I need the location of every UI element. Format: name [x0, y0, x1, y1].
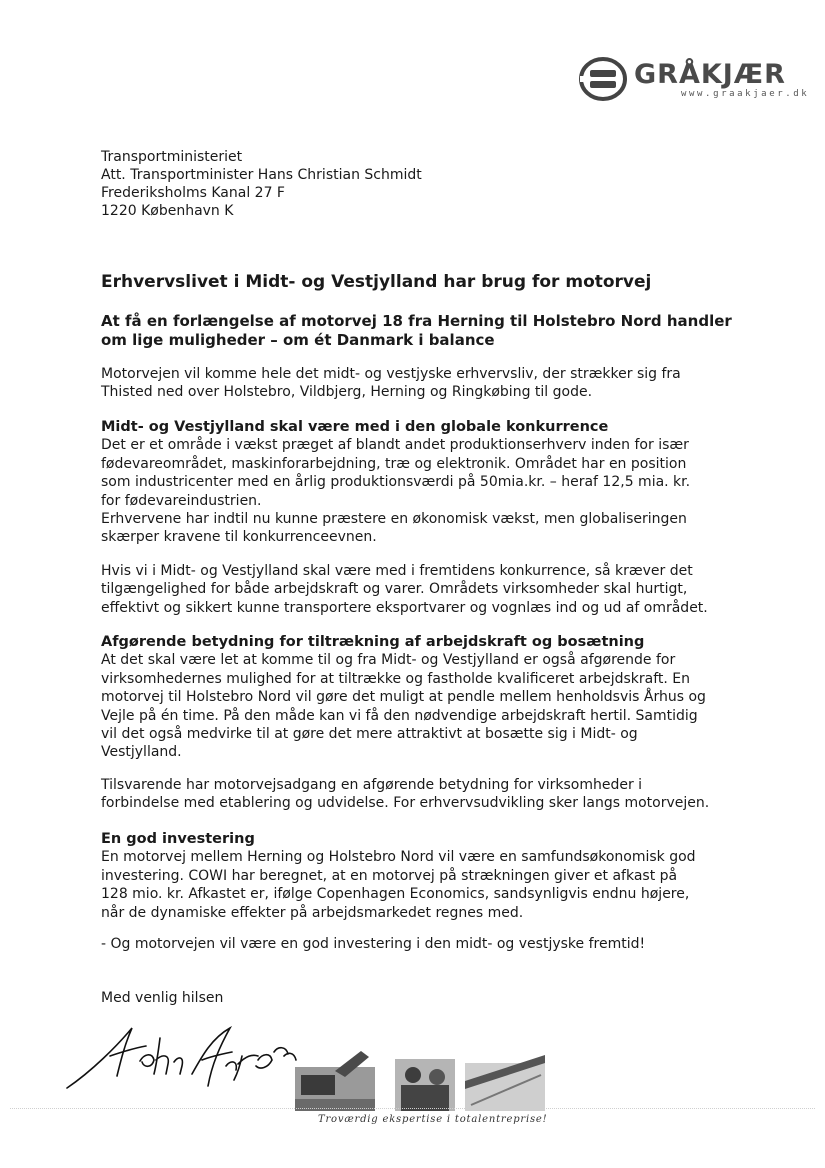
paragraph-line: Hvis vi i Midt- og Vestjylland skal være med i fremtidens konkurrence, så kræver det: [101, 563, 693, 579]
business-development-paragraph: [101, 776, 761, 813]
recipient-address: [101, 148, 422, 220]
paragraph-line: forbindelse med etablering og udvidelse. For erhvervsudvikling sker langs motorvejen.: [101, 795, 710, 812]
letter-title: Erhvervslivet i Midt- og Vestjylland har brug for motorvej: [101, 272, 652, 292]
letter-subtitle: [101, 312, 741, 350]
address-line: 1220 København K: [101, 203, 234, 219]
intro-paragraph: [101, 365, 761, 402]
footer-photo-strip: [295, 1045, 545, 1113]
section-global-competition: [101, 418, 761, 547]
section-heading: Afgørende betydning for tiltrækning af arbejdskraft og bosætning: [101, 634, 645, 650]
paragraph-line: Vestjylland.: [101, 744, 182, 761]
paragraph-line: Tilsvarende har motorvejsadgang en afgørende betydning for virksomheder i: [101, 777, 643, 793]
subtitle-line: At få en forlængelse af motorvej 18 fra Herning til Holstebro Nord handler: [101, 312, 732, 330]
address-line: Frederiksholms Kanal 27 F: [101, 185, 285, 201]
logo-url: www.graakjaer.dk: [681, 89, 810, 99]
paragraph-line: Motorvejen vil komme hele det midt- og vestjyske erhvervsliv, der strækker sig fra: [101, 366, 681, 382]
paragraph-line: når de dynamiske effekter på arbejdsmarkedet regnes med.: [101, 904, 524, 921]
accessibility-paragraph: [101, 562, 761, 617]
conclusion-paragraph: [101, 935, 761, 953]
address-line: Att. Transportminister Hans Christian Schmidt: [101, 167, 422, 183]
section-good-investment: [101, 830, 761, 922]
paragraph-line: investering. COWI har beregnet, at en motorvej på strækningen giver et afkast på: [101, 867, 678, 884]
footer-tagline: Troværdig ekspertise i totalentreprise!: [318, 1114, 548, 1125]
section-heading: En god investering: [101, 831, 255, 847]
paragraph-line: En motorvej mellem Herning og Holstebro Nord vil være en samfundsøkonomisk god: [101, 849, 696, 866]
workers-photo: [395, 1059, 455, 1111]
paragraph-line: tilgængelighed for både arbejdskraft og varer. Områdets virksomheder skal hurtigt,: [101, 581, 688, 598]
subtitle-line: om lige muligheder – om ét Danmark i balance: [101, 331, 495, 349]
address-line: Transportministeriet: [101, 149, 243, 165]
company-logo: [578, 54, 810, 108]
paragraph-line: Det er et område i vækst præget af blandt andet produktionserhverv inden for især: [101, 437, 689, 454]
paragraph-line: motorvej til Holstebro Nord vil gøre det muligt at pendle mellem henholdsvis Århus og: [101, 689, 706, 706]
paragraph-line: - Og motorvejen vil være en god investering i den midt- og vestjyske fremtid!: [101, 936, 646, 952]
paragraph-line: for fødevareindustrien.: [101, 492, 262, 509]
paragraph-line: Thisted ned over Holstebro, Vildbjerg, Herning og Ringkøbing til gode.: [101, 384, 593, 401]
paragraph-line: effektivt og sikkert kunne transportere eksportvarer og vognlæs ind og ud af området.: [101, 599, 708, 616]
logo-brand-text: GRÅKJÆR: [634, 59, 786, 90]
construction-machine-photo: [295, 1051, 375, 1111]
paragraph-line: fødevareområdet, maskinforarbejdning, træ og elektronik. Området har en position: [101, 455, 687, 472]
section-labour-settlement: [101, 633, 761, 762]
building-photo: [465, 1055, 545, 1111]
closing-greeting: Med venlig hilsen: [101, 990, 224, 1006]
paragraph-line: Vejle på én time. På den måde kan vi få den nødvendige arbejdskraft hertil. Samtidig: [101, 707, 698, 724]
paragraph-line: At det skal være let at komme til og fra Midt- og Vestjylland er også afgørende for: [101, 652, 676, 669]
paragraph-line: 128 mio. kr. Afkastet er, ifølge Copenhagen Economics, sandsynligvis endnu højere,: [101, 886, 690, 903]
logo-emblem-icon: [578, 56, 628, 102]
handwritten-signature: [62, 1016, 302, 1096]
paragraph-line: skærper kravene til konkurrenceevnen.: [101, 529, 377, 546]
paragraph-line: vil det også medvirke til at gøre det mere attraktivt at bosætte sig i Midt- og: [101, 726, 638, 743]
paragraph-line: virksomhedernes mulighed for at tiltrække og fastholde kvalificeret arbejdskraft. En: [101, 670, 691, 687]
section-heading: Midt- og Vestjylland skal være med i den globale konkurrence: [101, 419, 609, 435]
paragraph-line: Erhvervene har indtil nu kunne præstere en økonomisk vækst, men globaliseringen: [101, 511, 687, 528]
paragraph-line: som industricenter med en årlig produktionsværdi på 50mia.kr. – heraf 12,5 mia. kr.: [101, 474, 691, 491]
footer-divider: [10, 1108, 815, 1110]
